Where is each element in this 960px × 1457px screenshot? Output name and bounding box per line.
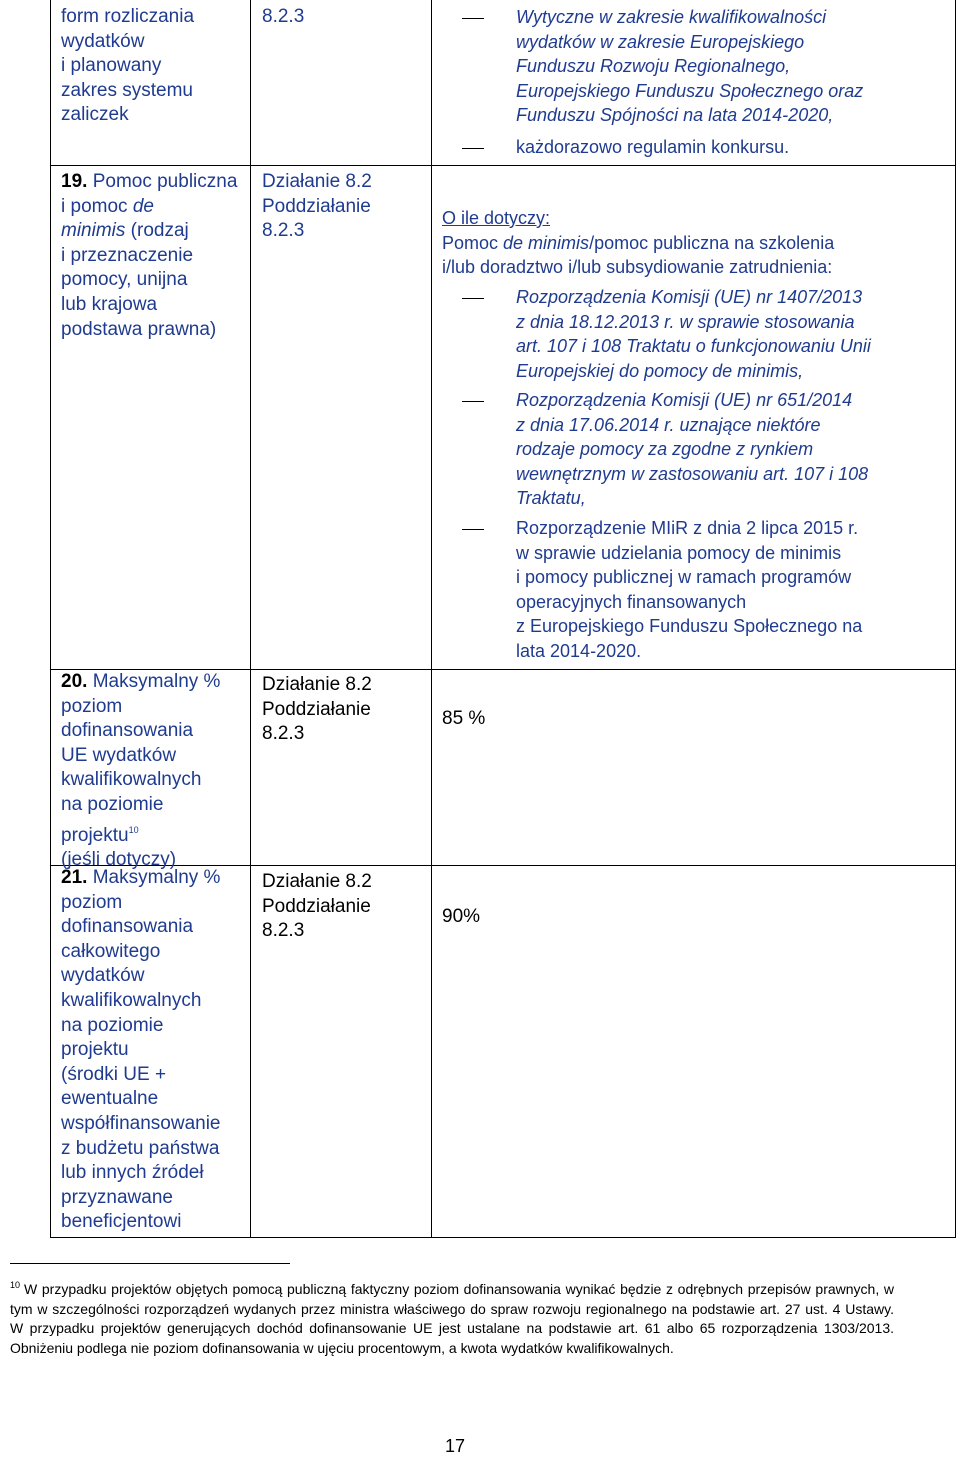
- row18-label: form rozliczania wydatków i planowany zakres systemu zaliczek: [61, 6, 195, 126]
- row19-content: O ile dotyczy: Pomoc de minimis/pomoc publiczna na szkolenia i/lub doradztwo i/lub subsydiowanie zatrudnienia:: [442, 208, 835, 278]
- row19-intro: O ile dotyczy:: [442, 208, 551, 228]
- row18-action: 8.2.3: [262, 6, 305, 27]
- row-number: 19.: [61, 171, 88, 192]
- footnote-number: 10: [10, 1280, 21, 1290]
- row18-bullet-1: Wytyczne w zakresie kwalifikowalności wydatków w zakresie Europejskiego Funduszu Rozwoju Regionalnego, Europejskiego Funduszu Społecznego oraz Funduszu Spójności na lata 2014-2020,: [516, 7, 864, 126]
- table-bottom-border: [50, 1237, 956, 1238]
- page-number: 17: [444, 1436, 466, 1456]
- row20-label: 20. Maksymalny % poziom dofinansowania UE wydatków kwalifikowalnych na poziomie projektu$^{10}$ (jeśli dotyczy): [61, 671, 221, 871]
- row19-action: Działanie 8.2 Poddziałanie 8.2.3: [262, 171, 372, 242]
- dash-bullet-icon: [462, 18, 484, 19]
- table-right-border: [955, 0, 956, 1237]
- row19-bullet-1: Rozporządzenia Komisji (UE) nr 1407/2013 z dnia 18.12.2013 r. w sprawie stosowania art. 107 i 108 Traktatu o funkcjonowaniu Unii Europejskiej do pomocy de minimis,: [516, 287, 871, 381]
- row-divider-18-19: [50, 165, 956, 166]
- row19-bullet-2: Rozporządzenia Komisji (UE) nr 651/2014 z dnia 17.06.2014 r. uznające niektóre rodzaje pomocy za zgodne z rynkiem wewnętrznym w zastosowaniu art. 107 i 108 Traktatu,: [516, 390, 869, 509]
- dash-bullet-icon: [462, 298, 484, 299]
- row21-value: 90%: [442, 906, 481, 927]
- footnote-reference: 10: [128, 824, 139, 835]
- dash-bullet-icon: [462, 148, 484, 149]
- row20-value: 85 %: [442, 708, 486, 729]
- row18-bullet-2: każdorazowo regulamin konkursu.: [516, 137, 790, 157]
- row-number: 20.: [61, 671, 88, 692]
- row20-action: Działanie 8.2 Poddziałanie 8.2.3: [262, 674, 372, 745]
- table-column-divider-1: [250, 0, 251, 1237]
- footnote-text: W przypadku projektów objętych pomocą publiczną faktyczny poziom dofinansowania wynikać będzie z odrębnych przepisów prawnych, w tym w szczególności rozporządzeń wydanych przez ministra właściwego do spraw rozwoju regionalnego na podstawie art. 27 ust. 4 Ustawy. W przypadku projektów generujących dochód dofinansowanie UE jest ustalane na podstawie art. 61 albo 65 rozporządzenia 1303/2013. Obniżeniu podlega nie poziom dofinansowania w ujęciu procentowym, a kwota wydatków kwalifikowalnych.: [10, 1281, 894, 1356]
- dash-bullet-icon: [462, 401, 484, 402]
- row-number: 21.: [61, 867, 88, 888]
- row21-label: 21. Maksymalny % poziom dofinansowania całkowitego wydatków kwalifikowalnych na poziomie projektu (środki UE + ewentualne współfinansowanie z budżetu państwa lub innych źródeł przyznawane beneficjentowi: [61, 867, 221, 1233]
- footnote-separator: [10, 1263, 290, 1264]
- row21-action: Działanie 8.2 Poddziałanie 8.2.3: [262, 871, 372, 942]
- row19-label: 19. Pomoc publiczna i pomoc de minimis (rodzaj i przeznaczenie pomocy, unijna lub krajowa podstawa prawna): [61, 171, 238, 340]
- footnote: [10, 1276, 894, 1358]
- row19-bullet-3: Rozporządzenie MIiR z dnia 2 lipca 2015 r. w sprawie udzielania pomocy de minimis i pomocy publicznej w ramach programów operacyjnych finansowanych z Europejskiego Funduszu Społecznego na lata 2014-2020.: [516, 518, 863, 661]
- dash-bullet-icon: [462, 529, 484, 530]
- table-column-divider-2: [431, 0, 432, 1237]
- table-left-border: [50, 0, 51, 1237]
